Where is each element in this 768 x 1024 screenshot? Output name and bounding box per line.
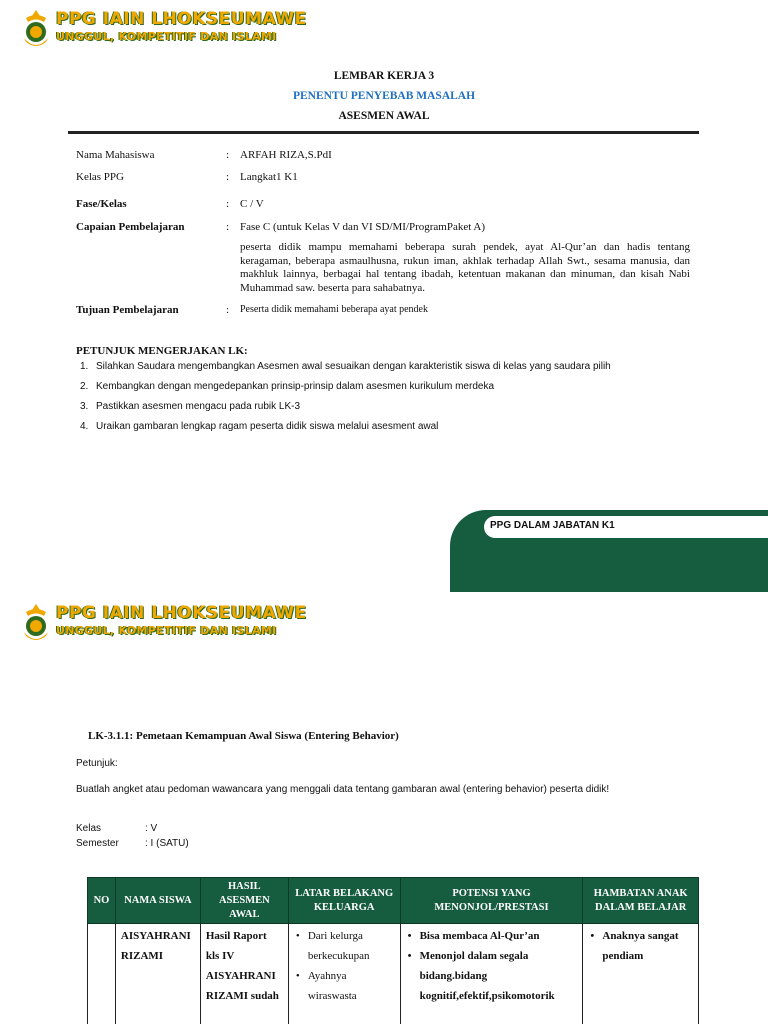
header-hambatan: HAMBATAN ANAK DALAM BELAJAR [583,878,699,924]
lk-title: LK-3.1.1: Pemetaan Kemampuan Awal Siswa (Entering Behavior) [88,730,399,742]
kelas-value: : V [145,823,158,834]
list-item: • Ayahnya wiraswasta [294,966,395,1006]
kelas-label: Kelas [76,823,102,834]
capaian-detail: peserta didik mampu memahami beberapa surah pendek, ayat Al-Qur’an dan hadis tentang keragaman, beberapa asmaulhusna, rukun iman, akhlak terhadap Allah Swt., sesama manusia, dan makhluk lainnya, berbagai hal tentang ibadah, ketentuan makanan dan minuman, dan kisah Nabi Muhammad saw. beserta para sahabatnya. [240,241,690,294]
petunjuk-title: PETUNJUK MENGERJAKAN LK: [76,345,248,357]
field-value-nama: ARFAH RIZA,S.PdI [240,149,332,161]
semester-value: : I (SATU) [145,838,189,849]
instruction-list [80,360,700,440]
instruction-text: Buatlah angket atau pedoman wawancara yang menggali data tentang gambaran awal (entering behavior) peserta didik! [76,784,610,795]
cell-hasil: Hasil Raport kls IV AISYAHRANI RIZAMI sudah [200,924,288,1024]
header-potensi: POTENSI YANG MENONJOL/PRESTASI [400,878,583,924]
iain-emblem-icon [20,8,52,52]
iain-emblem-icon [20,602,52,646]
divider [68,131,699,134]
header-logo [20,8,307,52]
field-value-tujuan: Peserta didik memahami beberapa ayat pendek [240,304,428,315]
petunjuk-label: Petunjuk: [76,758,118,769]
header-hasil-asesmen: HASIL ASESMEN AWAL [200,878,288,924]
field-label-nama: Nama Mahasiswa [76,149,155,161]
logo-subtitle: UNGGUL, KOMPETITIF DAN ISLAMI [56,30,277,43]
worksheet-heading: LEMBAR KERJA 3 [333,70,435,82]
table-row [88,924,699,1024]
colon: : [226,149,230,161]
list-item: 1. Silahkan Saudara mengembangkan Asesmen awal sesuaikan dengan karakteristik siswa di kelas yang saudara pilih [80,361,611,372]
field-label-capaian: Capaian Pembelajaran [76,221,185,233]
section-title: ASESMEN AWAL [338,110,430,122]
header-no: NO [88,878,116,924]
logo-title: PPG IAIN LHOKSEUMAWE [56,9,307,29]
cell-no [88,924,116,1024]
colon: : [226,221,230,233]
list-item: • Bisa membaca Al-Qur’an [406,926,578,946]
field-value-capaian: Fase C (untuk Kelas V dan VI SD/MI/ProgramPaket A) [240,221,486,233]
cell-hambatan [583,924,699,1024]
list-item: • Menonjol dalam segala bidang.bidang kognitif,efektif,psikomotorik [406,946,578,1006]
table-header-row [88,878,699,924]
header-latar-belakang: LATAR BELAKANG KELUARGA [288,878,400,924]
field-label-kelas-ppg: Kelas PPG [76,171,124,183]
logo-title: PPG IAIN LHOKSEUMAWE [56,603,307,623]
footer-label: PPG DALAM JABATAN K1 [490,520,615,531]
colon: : [226,171,230,183]
worksheet-subheading: PENENTU PENYEBAB MASALAH [292,90,476,102]
list-item: 3. Pastikkan asesmen mengacu pada rubik LK-3 [80,401,301,412]
field-label-tujuan: Tujuan Pembelajaran [76,304,179,316]
list-item: • Dari kelurga berkecukupan [294,926,395,966]
semester-label: Semester [76,838,119,849]
field-value-kelas-ppg: Langkat1 K1 [240,171,298,183]
field-label-fase: Fase/Kelas [76,198,127,210]
list-item: • Anaknya sangat pendiam [588,926,693,966]
colon: : [226,198,230,210]
cell-latar [288,924,400,1024]
cell-potensi [400,924,583,1024]
list-item: 2. Kembangkan dengan mengedepankan prinsip-prinsip dalam asesmen kurikulum merdeka [80,381,495,392]
header-nama-siswa: NAMA SISWA [115,878,200,924]
logo-subtitle: UNGGUL, KOMPETITIF DAN ISLAMI [56,624,277,637]
cell-nama: AISYAHRANI RIZAMI [115,924,200,1024]
entering-behavior-table [87,877,699,1024]
list-item: 4. Uraikan gambaran lengkap ragam peserta didik siswa melalui asesment awal [80,421,439,432]
header-logo [20,602,307,646]
colon: : [226,304,230,316]
field-value-fase: C / V [240,198,264,210]
